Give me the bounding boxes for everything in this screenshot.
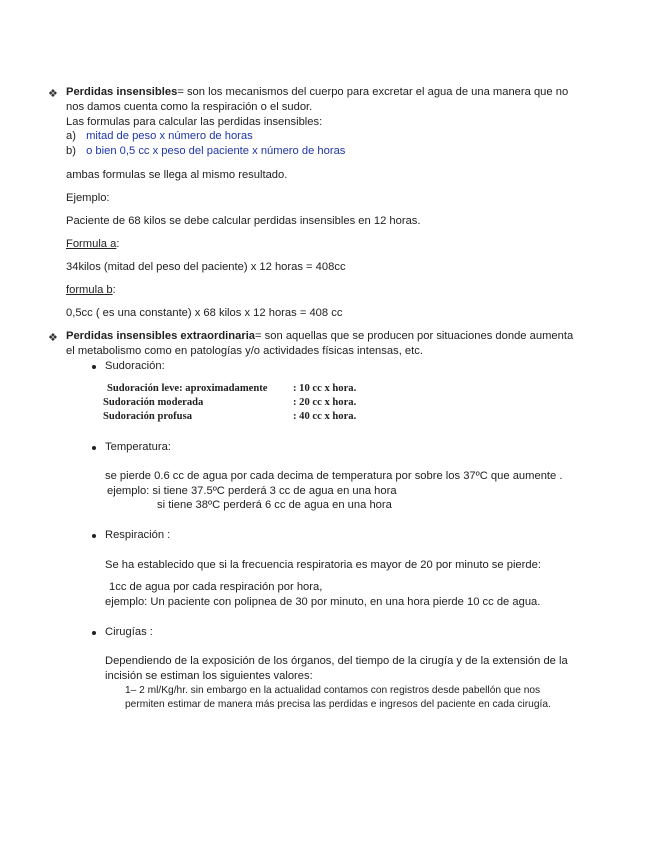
sudoracion-heading: Sudoración: [105, 360, 165, 372]
formula-item-a [66, 129, 253, 144]
formula-a-label: Formula a [66, 238, 117, 250]
cirugias-heading: Cirugías : [105, 626, 153, 638]
round-bullet-icon [92, 534, 96, 538]
section1-title: Perdidas insensibles [66, 86, 178, 98]
respiracion-line1: Se ha establecido que si la frecuencia respiratoria es mayor de 20 por minuto se pierde: [105, 559, 541, 571]
formula-b-heading [66, 283, 116, 298]
formula-b-colon: : [112, 284, 116, 296]
sudoracion-row-value: : 10 cc x hora. [293, 383, 357, 394]
paragraph-patient: Paciente de 68 kilos se debe calcular perdidas insensibles en 12 horas. [66, 215, 421, 227]
paragraph-example: Ejemplo: [66, 192, 110, 204]
respiracion-line2: 1cc de agua por cada respiración por hora, [109, 581, 323, 593]
diamond-bullet-icon: ❖ [48, 331, 58, 344]
respiracion-heading: Respiración : [105, 529, 171, 541]
temperatura-heading: Temperatura: [105, 441, 171, 453]
section2-title: Perdidas insensibles extraordinaria [66, 330, 256, 342]
item-b-text: o bien 0,5 cc x peso del paciente x número de horas [86, 145, 346, 157]
sudoracion-row-label: Sudoración profusa [103, 411, 192, 422]
formula-b-calculation: 0,5cc ( es una constante) x 68 kilos x 12 horas = 408 cc [66, 307, 343, 319]
section1-title-rest: = son los mecanismos del cuerpo para excretar el agua de una manera que no [177, 86, 569, 98]
round-bullet-icon [92, 446, 96, 450]
sudoracion-row-label: Sudoración moderada [103, 397, 204, 408]
formula-a-colon: : [116, 238, 120, 250]
cirugias-line4: permiten estimar de manera más precisa las perdidas e ingresos del paciente en cada cirugía. [125, 699, 551, 710]
section1-line2: nos damos cuenta como la respiración o el sudor. [66, 101, 313, 113]
item-b-label: b) [66, 145, 76, 157]
formula-item-b [66, 144, 345, 159]
formula-a-calculation: 34kilos (mitad del peso del paciente) x 12 horas = 408cc [66, 261, 346, 273]
section2-heading-line [66, 329, 573, 344]
round-bullet-icon [92, 631, 96, 635]
respiracion-line3: ejemplo: Un paciente con polipnea de 30 por minuto, en una hora pierde 10 cc de agua. [105, 596, 541, 608]
section2-line2: el metabolismo como en patologías y/o actividades físicas intensas, etc. [66, 345, 423, 357]
formula-a-heading [66, 237, 119, 252]
temperatura-line3: si tiene 38ºC perderá 6 cc de agua en una hora [157, 499, 392, 511]
paragraph-same-result: ambas formulas se llega al mismo resultado. [66, 169, 288, 181]
sudoracion-row-value: : 20 cc x hora. [293, 397, 357, 408]
cirugias-line1: Dependiendo de la exposición de los órganos, del tiempo de la cirugía y de la extensión de la [105, 655, 568, 667]
sudoracion-row-value: : 40 cc x hora. [293, 411, 357, 422]
cirugias-line3: 1– 2 ml/Kg/hr. sin embargo en la actualidad contamos con registros desde pabellón que nos [125, 685, 541, 696]
item-a-label: a) [66, 130, 76, 142]
section1-heading-line [66, 85, 568, 100]
formula-b-label: formula b [66, 284, 113, 296]
section2-title-rest: = son aquellas que se producen por situaciones donde aumenta [255, 330, 574, 342]
cirugias-line2: incisión se estiman los siguientes valores: [105, 670, 313, 682]
round-bullet-icon [92, 365, 96, 369]
temperatura-line2: ejemplo: si tiene 37.5ºC perderá 3 cc de agua en una hora [107, 485, 397, 497]
section1-line3: Las formulas para calcular las perdidas insensibles: [66, 116, 323, 128]
sudoracion-row-label: Sudoración leve: aproximadamente [107, 383, 268, 394]
diamond-bullet-icon: ❖ [48, 87, 58, 100]
temperatura-line1: se pierde 0.6 cc de agua por cada decima de temperatura por sobre los 37ºC que aumente . [105, 470, 563, 482]
item-a-text: mitad de peso x número de horas [86, 130, 253, 142]
